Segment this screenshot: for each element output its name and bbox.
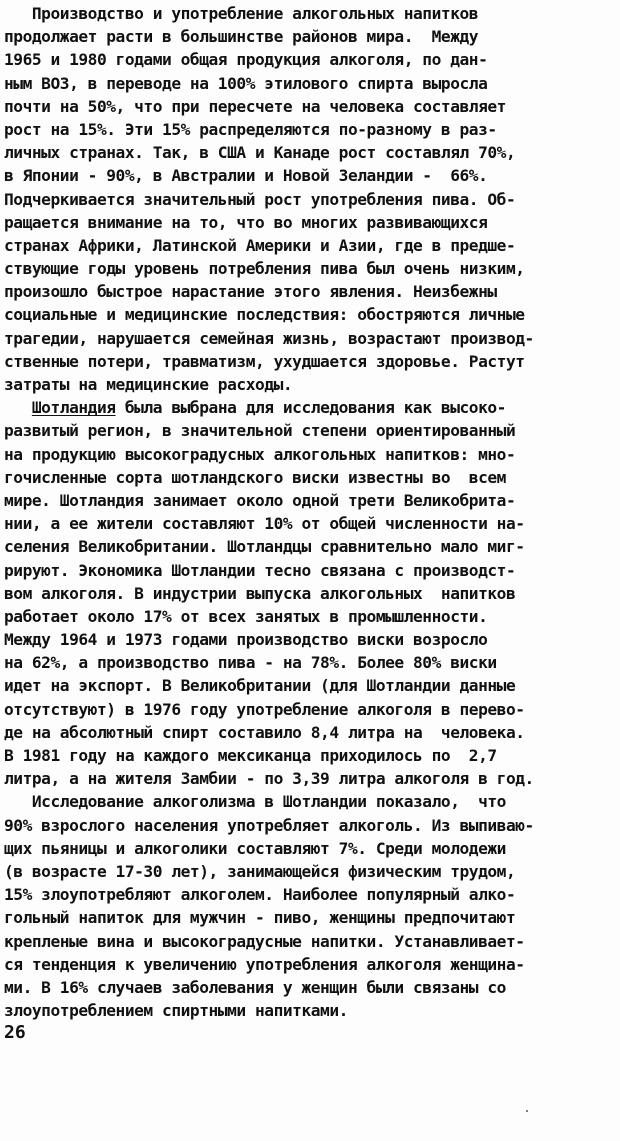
text-line: вом алкоголя. В индустрии выпуска алкогольных напитков [4, 583, 516, 603]
text-line: отсутствуют) в 1976 году употребление алкоголя в перево- [4, 699, 525, 719]
text-line: ствующие годы уровень потребления пива был очень низким, [4, 259, 525, 279]
paragraph-2 [4, 396, 602, 790]
text-line: селения Великобритании. Шотландцы сравнительно мало миг- [4, 537, 525, 557]
text-line: затраты на медицинские расходы. [4, 375, 293, 394]
text-line: щих пьяницы и алкоголики составляют 7%. Среди молодежи [4, 838, 506, 858]
text-line: личных странах. Так, в США и Канаде рост составлял 70%, [4, 143, 516, 163]
text-line: Производство и употребление алкогольных напитков [4, 4, 479, 23]
text-line: странах Африки, Латинской Америки и Азии, где в предше- [4, 235, 516, 255]
text-line: мире. Шотландия занимает около одной трети Великобрита- [4, 490, 516, 510]
text-line: 1965 и 1980 годами общая продукция алкоголя, по дан- [4, 50, 488, 70]
scan-speck [526, 1110, 528, 1112]
text-line: ращается внимание на то, что во многих развивающихся [4, 212, 488, 232]
text-line: Между 1964 и 1973 годами производство виски возросло [4, 630, 488, 650]
text-line: нии, а ее жители составляют 10% от общей численности на- [4, 514, 525, 534]
line-rest: была выбрана для исследования как высоко- [115, 398, 506, 418]
text-line: литра, а на жителя Замбии - по 3,39 литра алкоголя в год. [4, 769, 534, 789]
text-line: почти на 50%, что при пересчете на человека составляет [4, 96, 506, 116]
paragraph-3 [4, 790, 602, 1022]
text-line: В 1981 году на каждого мексиканца приходилось по 2,7 [4, 746, 497, 765]
text-line: продолжает расти в большинстве районов мира. Между [4, 27, 479, 47]
underlined-term: Шотландия [31, 398, 116, 418]
text-line: работает около 17% от всех занятых в промышленности. [4, 606, 488, 626]
text-line: в Японии - 90%, в Австралии и Новой Зеландии - 66%. [4, 166, 488, 186]
text-line: ся тенденция к увеличению употребления алкоголя женщина- [4, 954, 525, 974]
text-line: (в возрасте 17-30 лет), занимающейся физическим трудом, [4, 861, 516, 881]
text-line: де на абсолютный спирт составило 8,4 литра на человека. [4, 722, 525, 742]
text-line: Исследование алкоголизма в Шотландии показало, что [4, 792, 506, 812]
text-line: ственные потери, травматизм, ухудшается здоровье. Растут [4, 351, 525, 371]
paragraph-1 [4, 2, 602, 396]
text-line: произошло быстрое нарастание этого явления. Неизбежны [4, 282, 497, 302]
text-line: развитый регион, в значительной степени ориентированный [4, 421, 516, 441]
text-line: 90% взрослого населения употребляет алкоголь. Из выпиваю- [4, 815, 534, 835]
text-line: трагедии, нарушается семейная жизнь, возрастают производ- [4, 328, 534, 348]
text-line: ми. В 16% случаев заболевания у женщин были связаны со [4, 977, 506, 997]
text-line: рост на 15%. Эти 15% распределяются по-разному в раз- [4, 119, 497, 139]
body-text [4, 2, 602, 1022]
text-line [4, 396, 602, 419]
text-line: крепленые вина и высокоградусные напитки. Устанавливает- [4, 931, 525, 951]
text-line: рируют. Экономика Шотландии тесно связана с производст- [4, 560, 516, 580]
text-line: идет на экспорт. В Великобритании (для Шотландии данные [4, 676, 516, 696]
text-line: злоупотреблением спиртными напитками. [4, 1001, 348, 1021]
text-line: Подчеркивается значительный рост употребления пива. Об- [4, 189, 516, 209]
indent [4, 398, 32, 417]
page-number: 26 [4, 1022, 26, 1043]
text-line: 15% злоупотребляют алкоголем. Наиболее популярный алко- [4, 885, 516, 905]
text-line: на продукцию высокоградусных алкогольных напитков: мно- [4, 444, 516, 464]
text-line: гочисленные сорта шотландского виски известны во всем [4, 467, 506, 487]
text-line: на 62%, а производство пива - на 78%. Более 80% виски [4, 653, 497, 673]
text-line: социальные и медицинские последствия: обостряются личные [4, 305, 525, 325]
text-line: гольный напиток для мужчин - пиво, женщины предпочитают [4, 908, 516, 928]
text-line: ным ВОЗ, в переводе на 100% этилового спирта выросла [4, 73, 488, 93]
